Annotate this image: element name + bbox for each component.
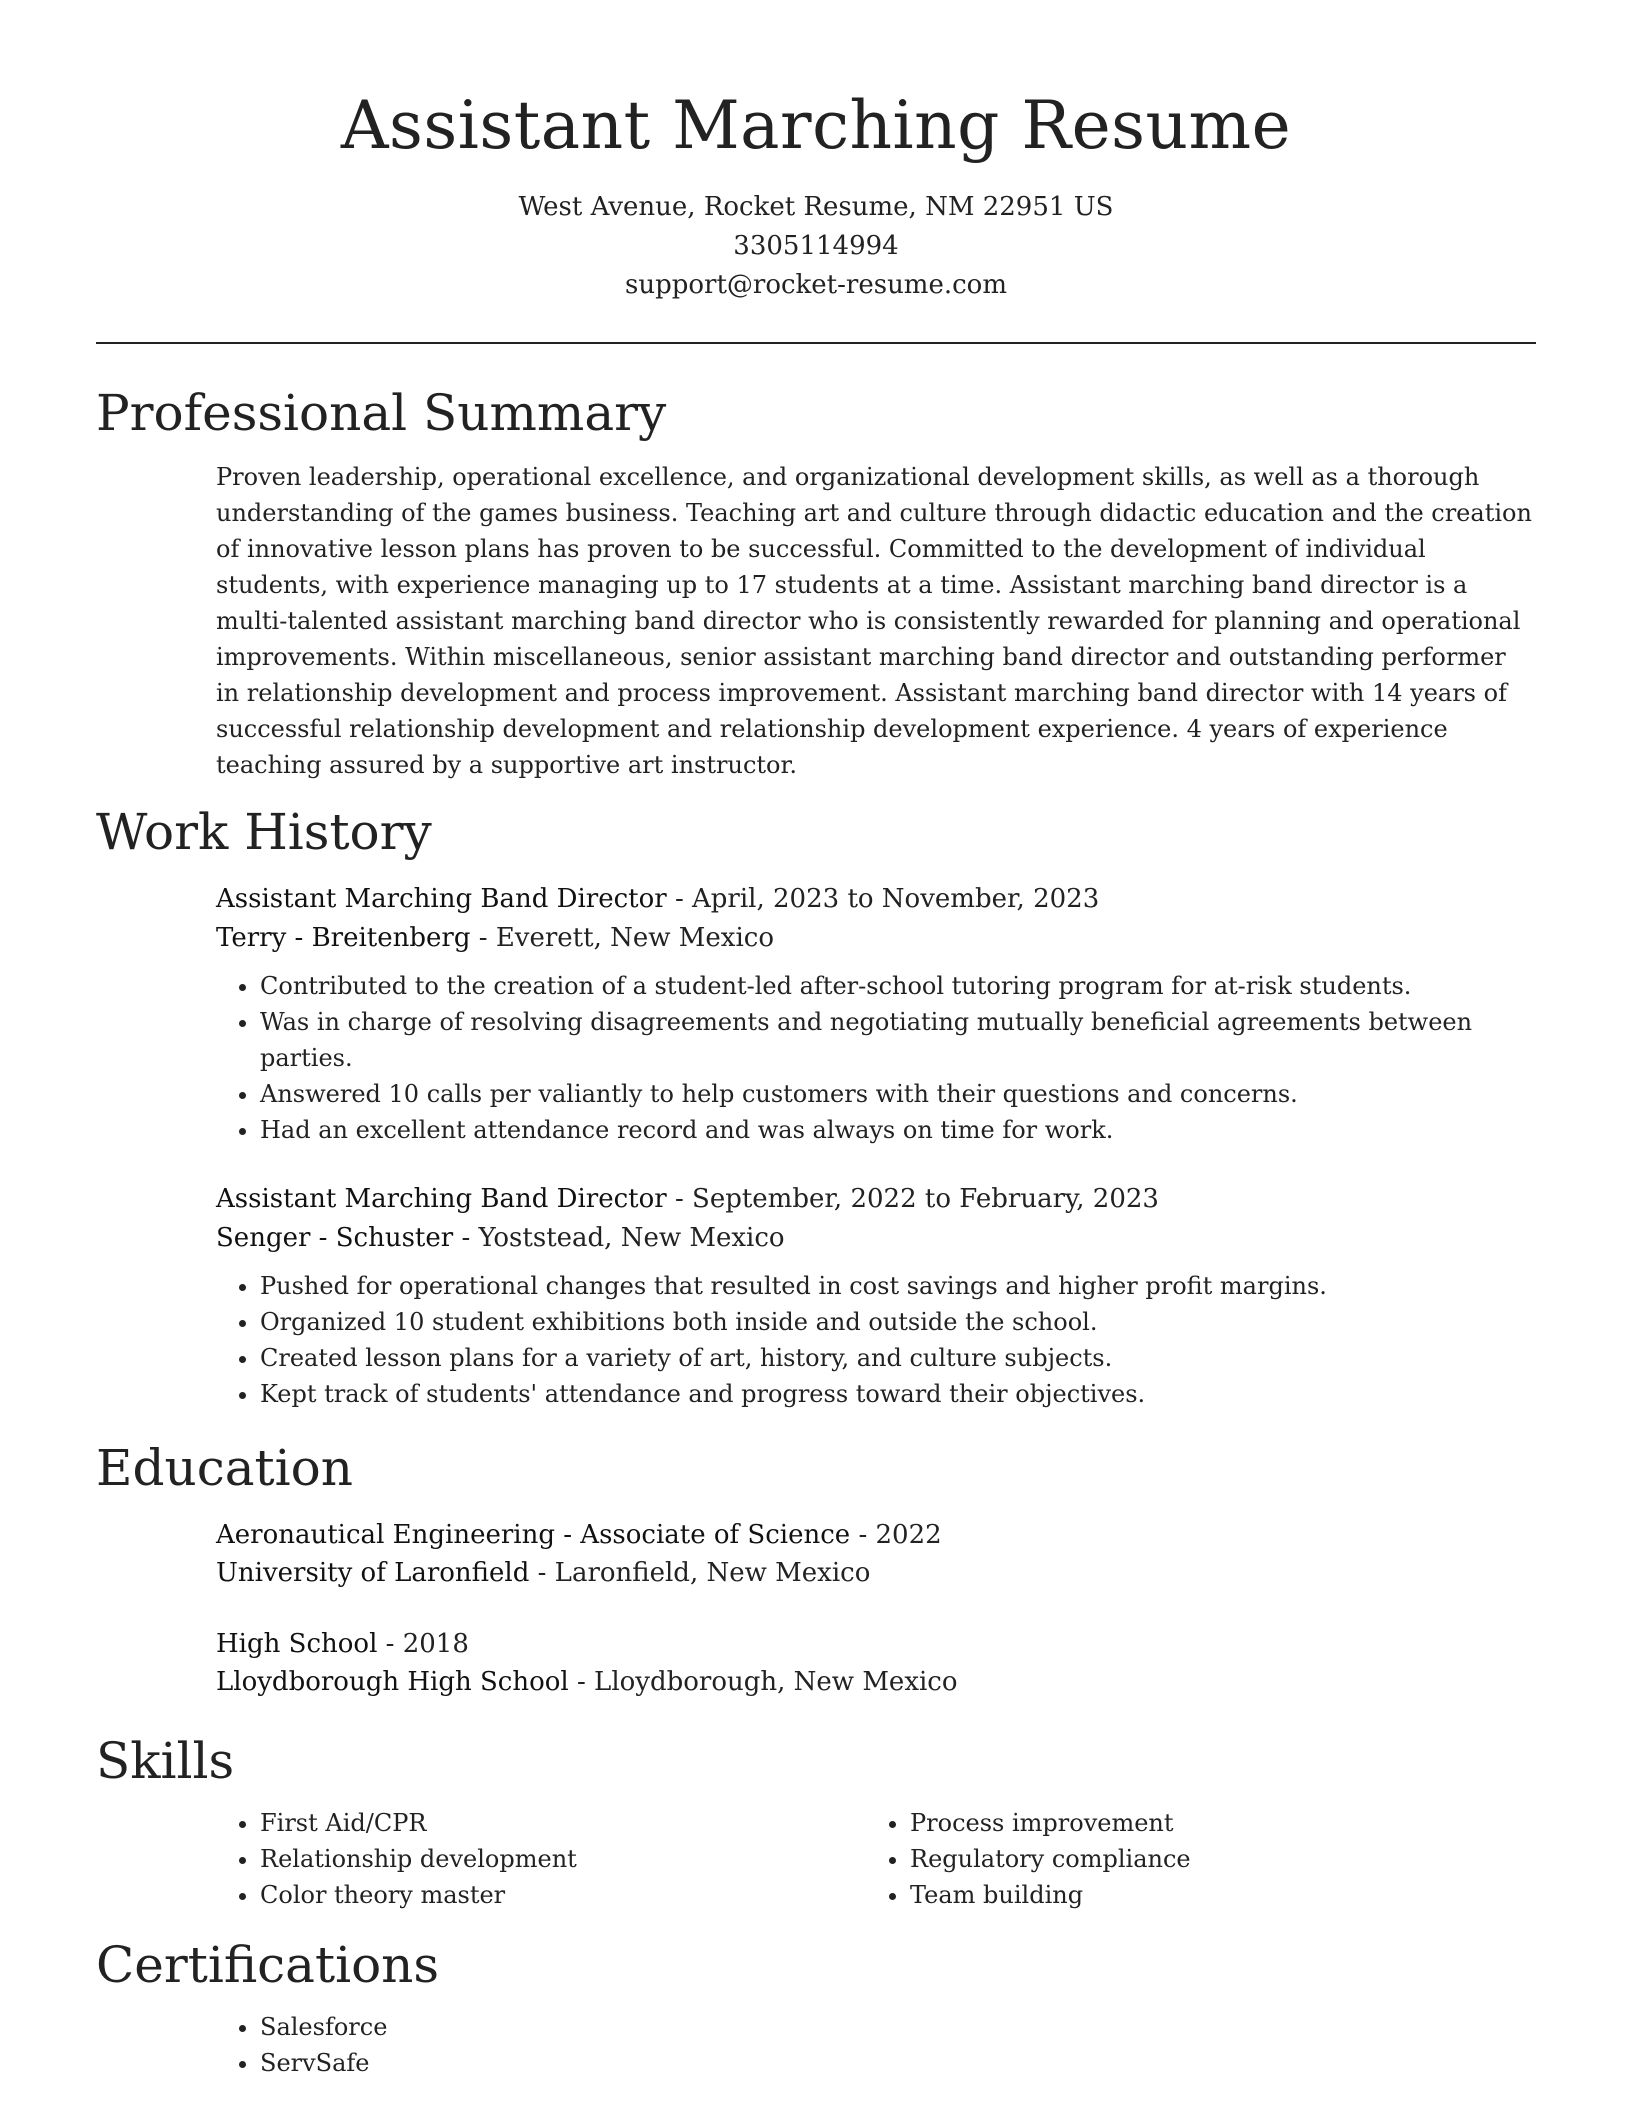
certification-item: • Salesforce [260, 2009, 1536, 2045]
job-dates: - September, 2022 to February, 2023 [666, 1184, 1159, 1214]
phone: 3305114994 [733, 231, 899, 261]
education-degree-line [216, 1516, 1536, 1554]
skill-item: • Regulatory compliance [910, 1841, 1516, 1877]
job-bullets [216, 968, 1536, 1148]
skills-bullets [216, 1805, 866, 1913]
education-school: University of Laronfield [216, 1558, 530, 1588]
job-bullet: • Contributed to the creation of a student-led after-school tutoring program for at-risk students. [260, 968, 1536, 1004]
certification-item: • ServSafe [260, 2045, 1536, 2081]
job-entry [216, 880, 1536, 1148]
job-title-line [216, 880, 1536, 919]
skills-column-right [866, 1805, 1516, 1913]
job-company: Terry - Breitenberg [216, 923, 471, 953]
skill-item: • Relationship development [260, 1841, 866, 1877]
job-bullets [216, 1268, 1536, 1412]
job-location: - Everett, New Mexico [470, 923, 774, 953]
skill-item: • Color theory master [260, 1877, 866, 1913]
education-location: - Lloydborough, New Mexico [568, 1667, 958, 1697]
work-history-heading: Work History [96, 803, 432, 861]
education-degree: Aeronautical Engineering - Associate of Science [216, 1520, 851, 1550]
job-bullet: • Was in charge of resolving disagreements and negotiating mutually beneficial agreements between parties. [260, 1004, 1536, 1076]
job-entry [216, 1180, 1536, 1412]
education-school-line [216, 1663, 1536, 1701]
summary-heading: Professional Summary [96, 384, 667, 442]
job-bullet: • Organized 10 student exhibitions both inside and outside the school. [260, 1304, 1536, 1340]
certifications-list [216, 2009, 1536, 2081]
certification-bullets [216, 2009, 1536, 2081]
education-heading: Education [96, 1439, 353, 1497]
job-bullet: • Kept track of students' attendance and progress toward their objectives. [260, 1376, 1536, 1412]
skill-item: • Team building [910, 1877, 1516, 1913]
job-company-line [216, 919, 1536, 958]
resume-header [96, 0, 1536, 305]
education-entry [216, 1516, 1536, 1592]
job-title-line [216, 1180, 1536, 1219]
skills-column-left [216, 1805, 866, 1913]
resume-title: Assistant Marching Resume [340, 87, 1292, 164]
work-history-list [216, 880, 1536, 1412]
resume-page [96, 0, 1536, 2081]
header-divider [96, 342, 1536, 344]
job-company-line [216, 1219, 1536, 1258]
skills-heading: Skills [96, 1732, 235, 1790]
education-location: - Laronfield, New Mexico [529, 1558, 871, 1588]
address: West Avenue, Rocket Resume, NM 22951 US [518, 192, 1114, 222]
job-bullet: • Created lesson plans for a variety of art, history, and culture subjects. [260, 1340, 1536, 1376]
skills-list [216, 1805, 1536, 1913]
job-location: - Yoststead, New Mexico [453, 1223, 785, 1253]
skill-item: • First Aid/CPR [260, 1805, 866, 1841]
skills-bullets [866, 1805, 1516, 1913]
education-year: - 2018 [377, 1629, 469, 1659]
certifications-heading: Certifications [96, 1936, 440, 1994]
job-bullet: • Had an excellent attendance record and was always on time for work. [260, 1112, 1536, 1148]
email: support@rocket-resume.com [624, 270, 1007, 300]
job-bullet: • Answered 10 calls per valiantly to help customers with their questions and concerns. [260, 1076, 1536, 1112]
job-role: Assistant Marching Band Director [216, 884, 667, 914]
education-entry [216, 1625, 1536, 1701]
education-school-line [216, 1554, 1536, 1592]
job-company: Senger - Schuster [216, 1223, 454, 1253]
education-degree: High School [216, 1629, 378, 1659]
contact-info [96, 188, 1536, 305]
education-degree-line [216, 1625, 1536, 1663]
education-year: - 2022 [850, 1520, 942, 1550]
job-role: Assistant Marching Band Director [216, 1184, 667, 1214]
job-bullet: • Pushed for operational changes that resulted in cost savings and higher profit margins. [260, 1268, 1536, 1304]
summary-text: Proven leadership, operational excellence, and organizational development skills, as well as a thorough understanding of the games business. Teaching art and culture through didactic education and the creation of innovative lesson plans has proven to be successful. Committed to the development of individual students, with experience managing up to 17 students at a time. Assistant marching band director is a multi-talented assistant marching band director who is consistently rewarded for planning and operational improvements. Within miscellaneous, senior assistant marching band director and outstanding performer in relationship development and process improvement. Assistant marching band director with 14 years of successful relationship development and relationship development experience. 4 years of experience teaching assured by a supportive art instructor. [216, 463, 1532, 779]
skill-item: • Process improvement [910, 1805, 1516, 1841]
job-dates: - April, 2023 to November, 2023 [666, 884, 1100, 914]
education-list [216, 1516, 1536, 1701]
education-school: Lloydborough High School [216, 1667, 569, 1697]
